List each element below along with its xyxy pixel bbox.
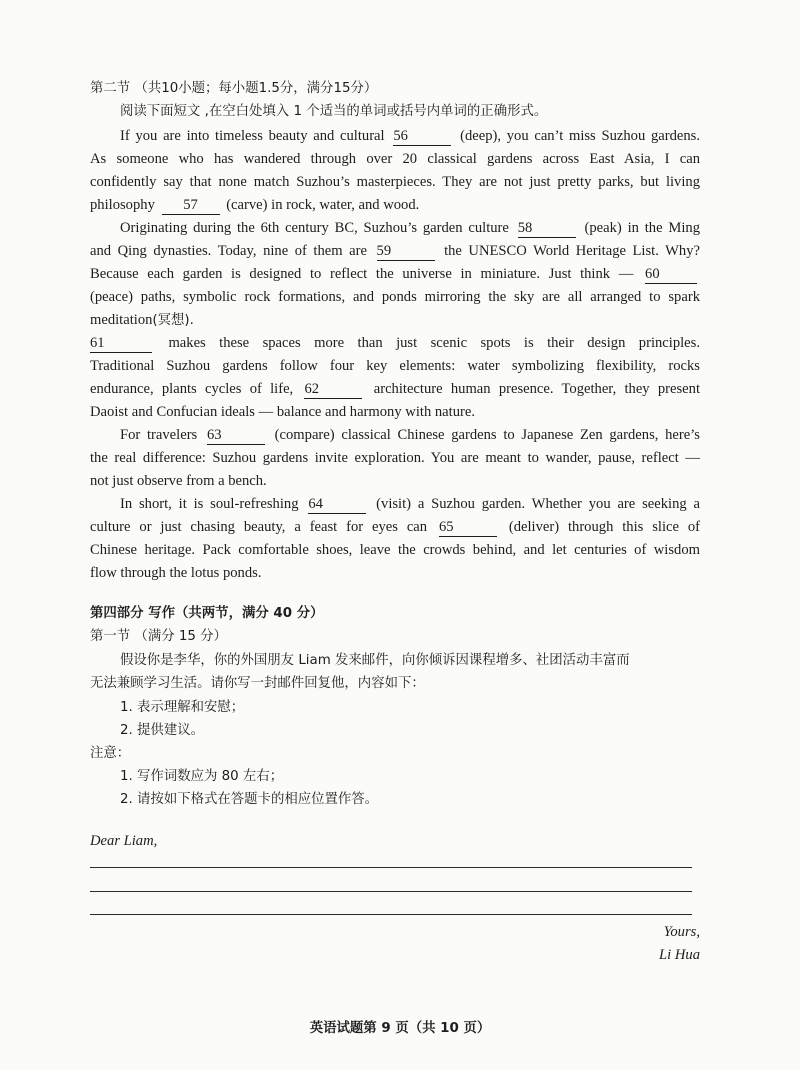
requirement-1: 1. 表示理解和安慰； [120, 700, 245, 715]
p3-line2: Traditional Suzhou gardens follow four key elements: water symbolizing flexibility, rocks [90, 358, 700, 374]
p3-line1: 61 makes these spaces more than just scenic spots is their design principles. [90, 335, 700, 351]
blank-57: 57 [162, 197, 220, 215]
p4-line3: not just observe from a bench. [90, 473, 267, 489]
page-footer: 英语试题第 9 页（共 10 页） [309, 1021, 491, 1036]
instruction: 阅读下面短文 ,在空白处填入 1 个适当的单词或括号内单词的正确形式。 [120, 104, 548, 119]
blank-59: 59 [377, 243, 435, 261]
note-1: 1. 写作词数应为 80 左右； [120, 769, 284, 784]
blank-60: 60 [645, 266, 697, 284]
p1-line2: As someone who has wandered through over 20 classical gardens across East Asia, I can [90, 151, 700, 167]
p5-line4: flow through the lotus ponds. [90, 565, 262, 581]
letter-signature: Li Hua [659, 947, 700, 963]
blank-64: 64 [308, 496, 366, 514]
p3-line4: Daoist and Confucian ideals — balance and harmony with nature. [90, 404, 475, 420]
writing-line-1 [90, 867, 692, 868]
p3-line3: endurance, plants cycles of life, 62 architecture human presence. Together, they present [90, 381, 700, 397]
p2-line5: meditation(冥想). [90, 312, 194, 328]
blank-61: 61 [90, 335, 152, 353]
p5-line3: Chinese heritage. Pack comfortable shoes, leave the crowds behind, and let centuries of wisdom [90, 542, 700, 558]
blank-58: 58 [518, 220, 576, 238]
prompt-line2: 无法兼顾学习生活。请你写一封邮件回复他，内容如下： [90, 676, 425, 691]
letter-greeting: Dear Liam, [90, 833, 158, 849]
p2-line2: and Qing dynasties. Today, nine of them are 59 the UNESCO World Heritage List. Why? [90, 243, 700, 259]
p1-line1: If you are into timeless beauty and cultural 56 (deep), you can’t miss Suzhou gardens. [120, 128, 701, 144]
p5-line2: culture or just chasing beauty, a feast for eyes can 65 (deliver) through this slice of [90, 519, 700, 535]
section1-header: 第一节 （满分 15 分） [90, 629, 227, 644]
p1-line3: confidently say that none match Suzhou’s masterpieces. They are not just pretty parks, but living [90, 174, 700, 190]
blank-56: 56 [393, 128, 451, 146]
p5-line1: In short, it is soul-refreshing 64 (visit) a Suzhou garden. Whether you are seeking a [120, 496, 700, 512]
part4-header: 第四部分 写作（共两节，满分 40 分） [90, 606, 324, 621]
note-label: 注意： [90, 746, 131, 761]
letter-closing: Yours, [663, 924, 700, 940]
note-2: 2. 请按如下格式在答题卡的相应位置作答。 [120, 792, 379, 807]
p4-line2: the real difference: Suzhou gardens invite exploration. You are meant to wander, pause, reflect — [90, 450, 700, 466]
p1-line4: philosophy 57 (carve) in rock, water, and wood. [90, 197, 420, 213]
p2-line1: Originating during the 6th century BC, Suzhou’s garden culture 58 (peak) in the Ming [120, 220, 700, 236]
writing-line-2 [90, 891, 692, 892]
blank-62: 62 [304, 381, 362, 399]
blank-65: 65 [439, 519, 497, 537]
prompt-line1: 假设你是李华，你的外国朋友 Liam 发来邮件，向你倾诉因课程增多、社团活动丰富而 [120, 653, 630, 668]
p4-line1: For travelers 63 (compare) classical Chinese gardens to Japanese Zen gardens, here’s [120, 427, 700, 443]
p2-line3: Because each garden is designed to reflect the universe in miniature. Just think — 60 [90, 263, 700, 285]
writing-line-3 [90, 914, 692, 915]
p2-line4: (peace) paths, symbolic rock formations, and ponds mirroring the sky are all arranged to spark [90, 289, 700, 305]
section-header: 第二节 （共10小题；每小题1.5分，满分15分） [90, 81, 378, 96]
blank-63: 63 [207, 427, 265, 445]
requirement-2: 2. 提供建议。 [120, 723, 204, 738]
